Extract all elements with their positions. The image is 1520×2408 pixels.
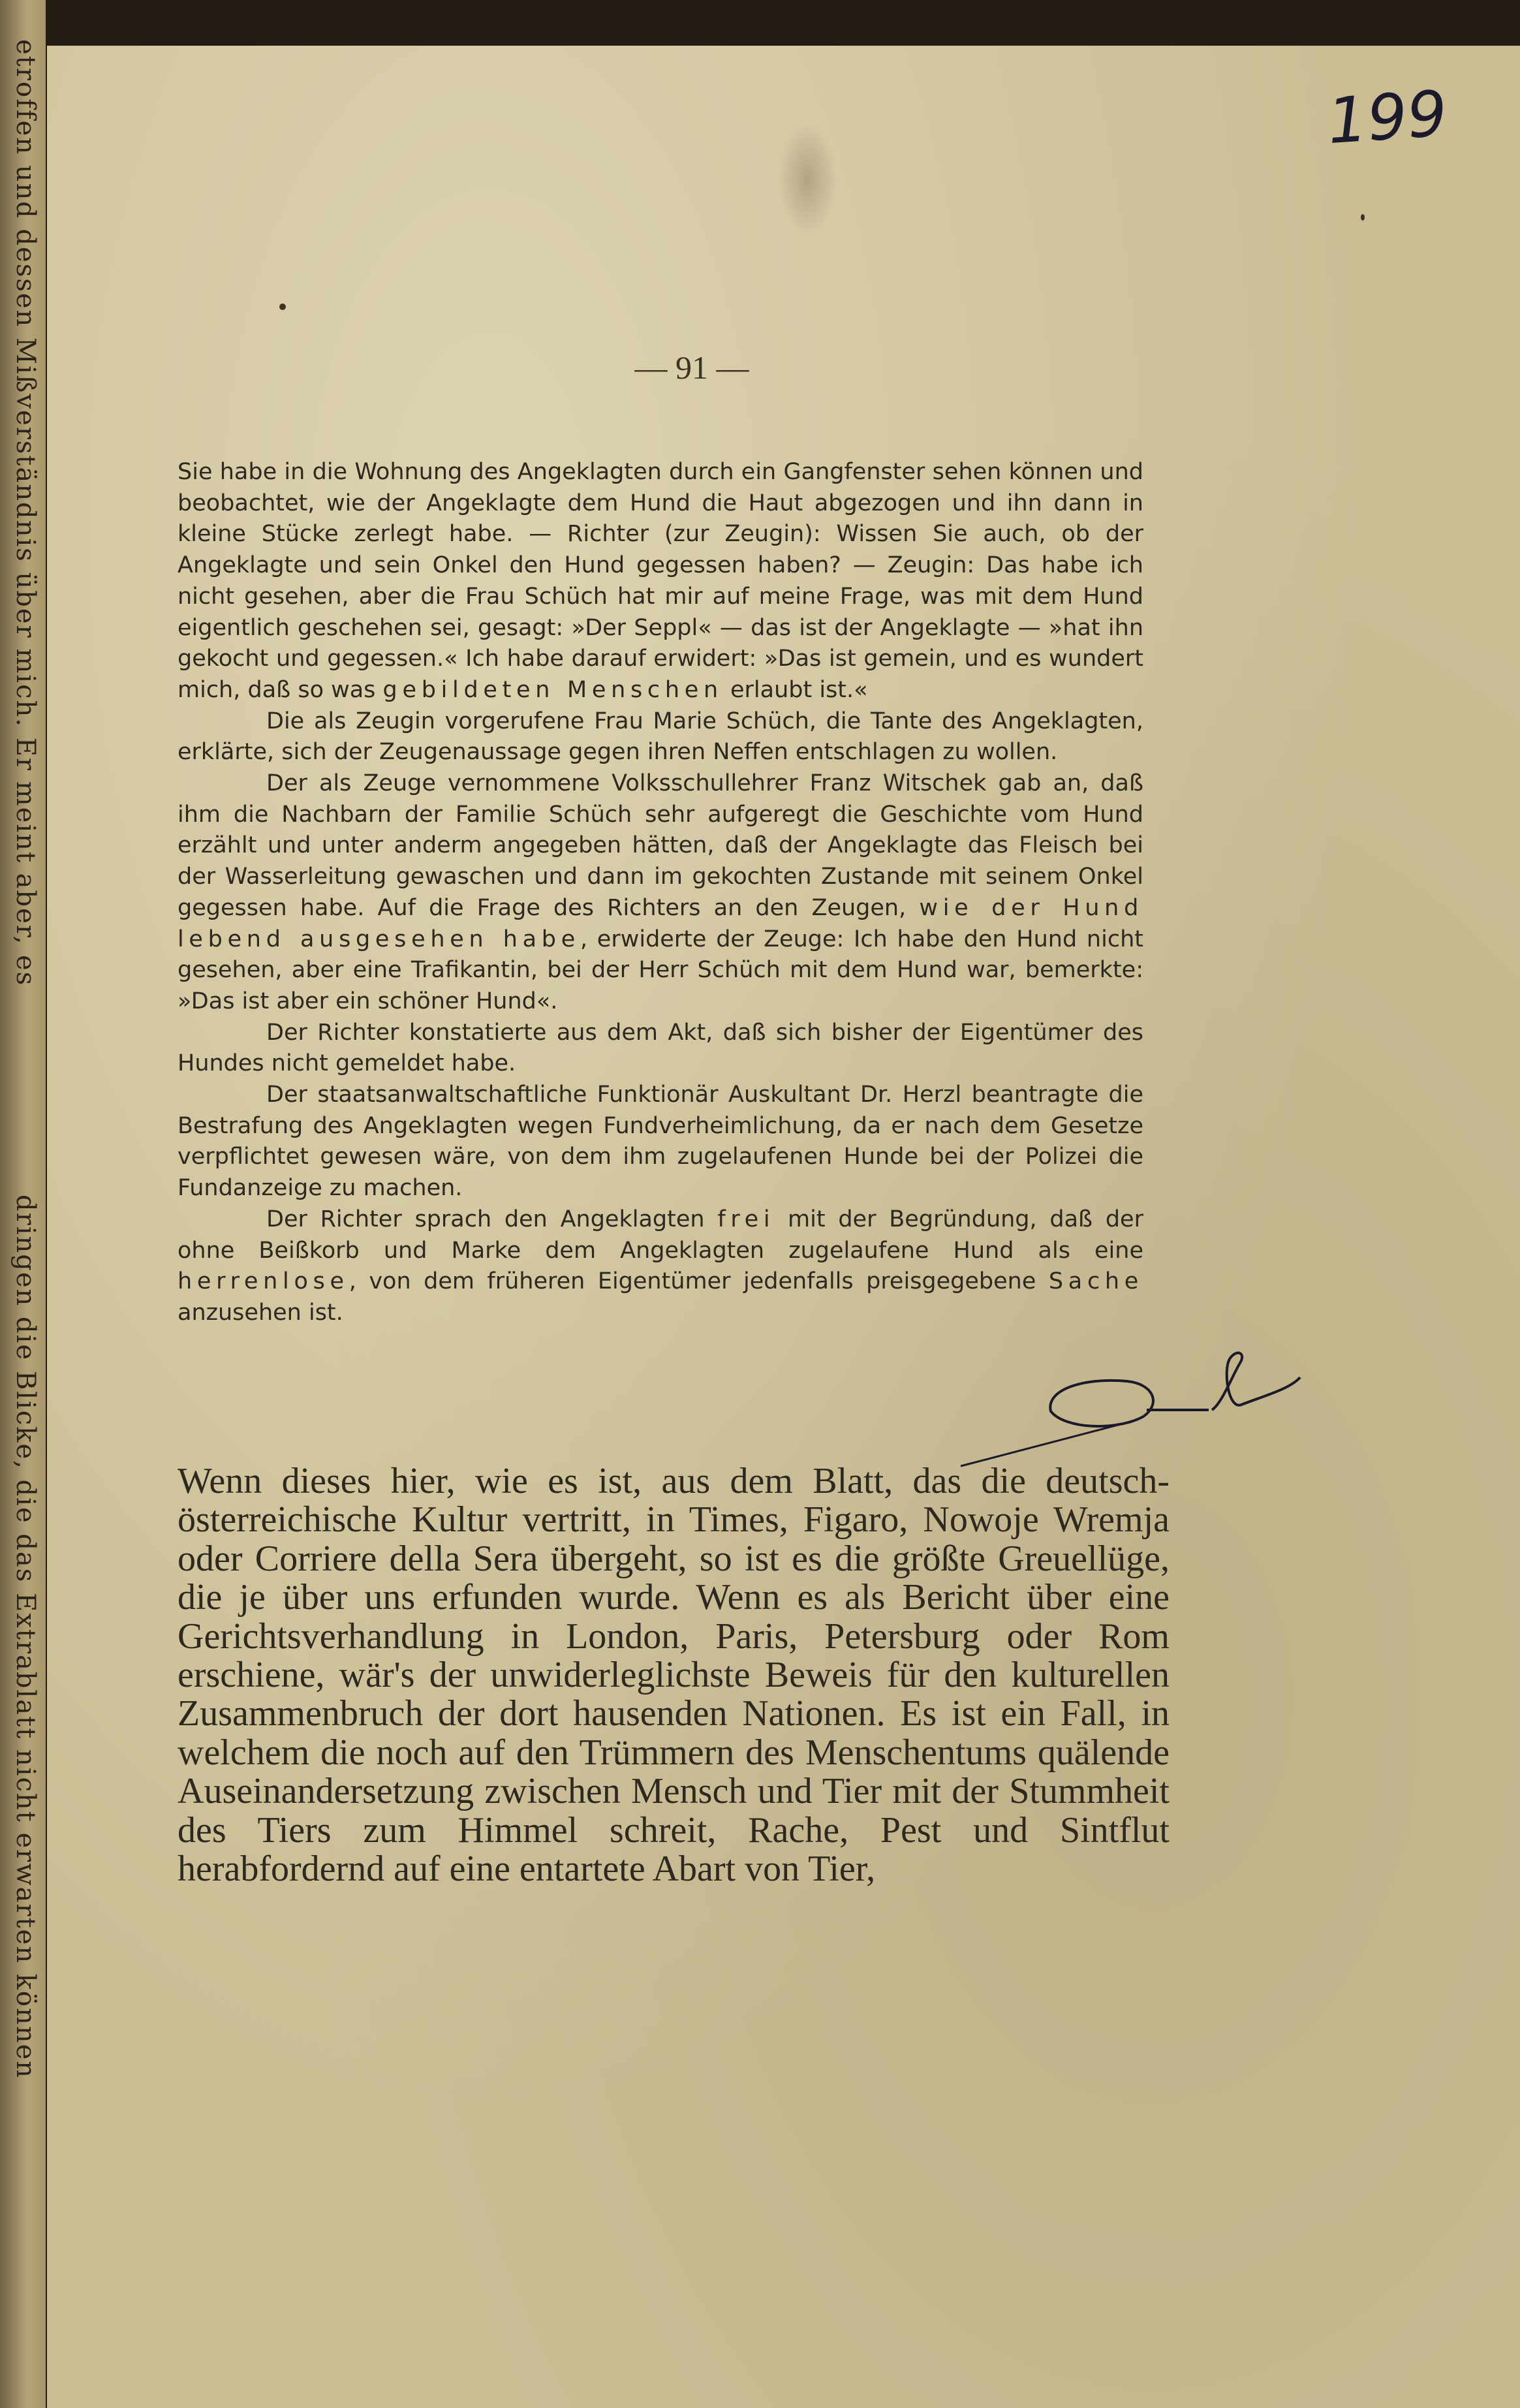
document-page [47,46,1520,2408]
emphasized-text: herrenlose [178,1268,349,1295]
page-number: — 91 — [634,349,749,386]
text-run: erlaubt ist.« [722,676,868,703]
report-paragraph [178,1204,1143,1329]
text-run: Der als Zeuge vernommene Volksschullehrer Franz Witschek gab an, daß ihm die Nachbarn der Familie Schüch sehr aufgeregt die Geschichte vom Hund erzählt und unter anderm angegeben hätten, daß der Angeklagte das Fleisch bei der Wasserleitung gewaschen und dann im gekochten Zustande mit seinem Onkel gegessen habe. Auf die Frage des Richters an den Zeugen, [178,770,1143,921]
handwritten-proof-mark [935,1312,1326,1456]
report-paragraph [178,457,1143,706]
text-run: Der Richter sprach den Angeklagten [266,1206,718,1232]
adjacent-page-text-upper: etroffen und dessen Mißverständnis über mich. Er meint aber, es [10,39,40,987]
court-report-text [178,457,1143,1329]
emphasized-text: Sache [1048,1268,1143,1295]
text-run: anzusehen ist. [178,1299,343,1326]
commentary-text: Wenn dieses hier, wie es ist, aus dem Blatt, das die deutsch-österreichische Kultur vertritt, in Times, Figaro, Nowoje Wremja oder Corriere della Sera übergeht, so ist es die größte Greuellüge, die je über uns erfunden wurde. Wenn es als Bericht über eine Gerichtsverhandlung in London, Paris, Petersburg oder Rom erschiene, wär's der unwiderleglichste Beweis für den kulturellen Zusammenbruch der dort hausenden Nationen. Es ist ein Fall, in welchem die noch auf den Trümmern des Menschentums quälende Auseinandersetzung zwischen Mensch und Tier mit der Stummheit des Tiers zum Himmel schreit, Rache, Pest und Sintflut herabfordernd auf eine entartete Abart von Tier, [178,1461,1170,1890]
text-run: Sie habe in die Wohnung des Angeklagten durch ein Gangfenster sehen können und beobachtet, wie der Angeklagte dem Hund die Haut abgezogen und ihn dann in kleine Stücke zerlegt habe. — Richter (zur Zeugin): Wissen Sie auch, ob der Angeklagte und sein Onkel den Hund gegessen haben? — Zeugin: Das habe ich nicht gesehen, aber die Frau Schüch hat mir auf meine Frage, was mit dem Hund eigentlich geschehen sei, gesagt: »Der Seppl« — das ist der Angeklagte — »hat ihn gekocht und gegessen.« Ich habe darauf erwidert: »Das ist gemein, und es wundert mich, daß so was [178,459,1143,703]
ink-speck [279,304,286,310]
report-paragraph [178,1018,1143,1080]
page-smudge [778,124,837,235]
emphasized-text: wie der Hund lebend ausgesehen habe [178,894,1143,952]
handwritten-folio-number: 199 [1325,76,1450,159]
text-run: mit der Begründung, daß der ohne Beißkorb und Marke dem Angeklagten zugelaufene Hund als eine [178,1206,1143,1264]
report-paragraph [178,768,1143,1018]
adjacent-page-text-lower: dringen die Blicke, die das Extrablatt nicht erwarten können [10,1195,40,2079]
report-paragraph [178,1080,1143,1204]
text-run: Der staatsanwaltschaftliche Funktionär Auskultant Dr. Herzl beantragte die Bestrafung des Angeklagten wegen Fundverheimlichung, da er nach dem Gesetze verpflichtet gewesen wäre, von dem ihm zugelaufenen Hunde bei der Polizei die Fundanzeige zu machen. [178,1082,1143,1202]
adjacent-page-edge [0,0,46,2408]
text-run: Der Richter konstatierte aus dem Akt, daß sich bisher der Eigentümer des Hundes nicht gemeldet habe. [178,1019,1143,1077]
text-run: , von dem früheren Eigentümer jedenfalls preisgegebene [349,1268,1049,1295]
report-paragraph [178,706,1143,768]
text-run: Die als Zeugin vorgerufene Frau Marie Schüch, die Tante des Angeklagten, erklärte, sich der Zeugenaussage gegen ihren Neffen entschlagen zu wollen. [178,708,1143,766]
emphasized-text: frei [717,1206,775,1232]
emphasized-text: gebildeten Menschen [382,676,723,703]
ink-speck [1361,214,1365,221]
text-run: , erwiderte der Zeuge: Ich habe den Hund nicht gesehen, aber eine Trafikantin, bei der Herr Schüch mit dem Hund war, bemerkte: »Das ist aber ein schöner Hund«. [178,926,1143,1014]
